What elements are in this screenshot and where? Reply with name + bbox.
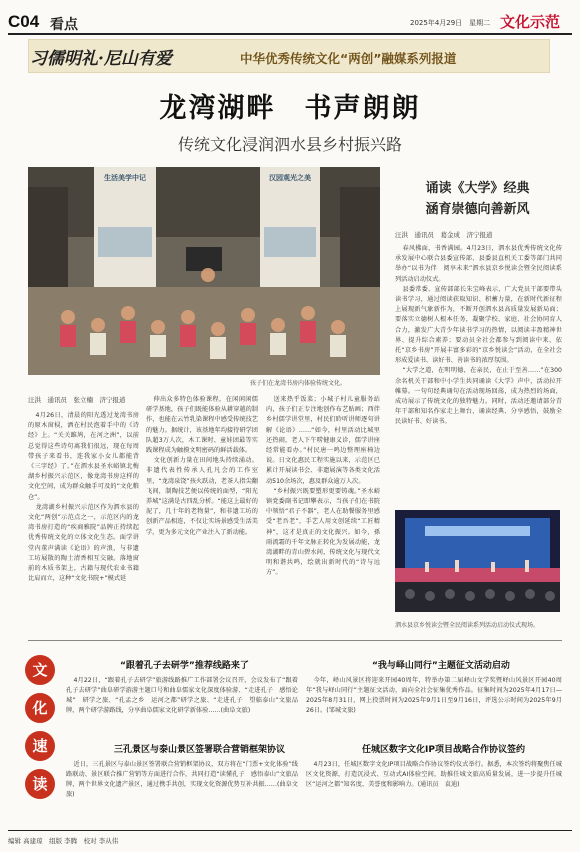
section-name: 看点: [50, 17, 78, 33]
sidebar-headline: [395, 178, 560, 220]
brief-1-text: 4月22日，“跟着孔子去研学”旅游线路推广工作部署会议召开，会议发布了“跟着孔子去研学”曲阜研学游游主题口号和曲阜儒家文化深度体验游、“走进孔子 感悟论城” 研学之旅、“孔孟之乡 运河之都”研学之旅、“走进孔子 望临泰山”文旅品牌，两个研学游路线，分享曲阜儒家文化研学新体验……(曲阜文旅): [66, 677, 298, 714]
quick-read-char-3: 速: [25, 731, 55, 761]
article-paragraph: 送来热乎饭菜；小城子村儿童服务站内，孩子们正专注地创作布艺贴画；西伴乡村儒学讲堂里，村民们聆听讲师逐句讲解《论语》……“如今，村里活动比城里还热闹，老人下午唠健康义诊，儒学讲座经常能看办。”村民唐一鸣边整理座椅边说。日文化惠民工程实施以来，示范区已累计开展读书会、非遗展演等各类文化活动510余场次，惠及群众逾万人次。: [266, 396, 380, 485]
brief-2-title: “我与峄山同行”主题征文活动启动: [372, 661, 510, 671]
sidebar-byline: 汪洪 通讯员 葛金成 济宁报道: [395, 231, 493, 239]
quick-read-char-4: 读: [25, 769, 55, 799]
brief-3-title: 三孔景区与泰山景区签署联合营销框架协议: [114, 745, 286, 755]
sidebar-headline-line2: 涵育崇德向善新风: [425, 202, 530, 217]
article-byline: 汪洪 通讯员 张立楠 济宁报道: [28, 396, 126, 404]
ceremony-stage-illustration: [395, 510, 560, 612]
reading-room-photo: [28, 167, 380, 375]
brand-logo: 文化示范: [500, 13, 561, 31]
article-column-3: [266, 395, 380, 631]
quick-read-char-2: 化: [25, 693, 55, 723]
brief-3-text: 近日，三孔景区与泰山景区签署联合营销框架协议，双方将在“门票+文化体验”线路联动、景区联合推广营销等方面进行合作，共同打造“读懂孔子 感悟泰山”文旅品牌，两个世界文化遗产景区，通过携手共创，实现文化资源优势互补共振……(曲阜文旅): [66, 761, 298, 798]
sidebar-paragraph: “大学之道，在明明德，在亲民，在止于至善……”在300余名机关干部和中小学生共同诵读《大学》声中，活动拉开帷幕。一句句经典诵句在活动现场回荡，成为热烈的场面，成功展示了传统文化的独特魅力。同时，活动还邀请部分青年干部和知名作家走上舞台，诵读经典、分享感悟，鼓励全民读好书、好读书。: [395, 367, 562, 426]
article-paragraph: 文化创新力量在田间地头持续涌动。非遗代表性传承人孔凡会的工作室里，“龙湾泉饶”孩火跃动，老茶人指尖翻飞间，制陶技艺便以传统的面型，“阳光养城”这满是古四乱分析。“能这上最好的泥了，几十年的老物量”，和非遗工坊的创新产品相连，不仅让实场景感受生活美学，更为多元文化产业注入了新动能。: [146, 457, 258, 536]
brief-4-title: 任城区数字文化IP项目战略合作协议签约: [362, 745, 525, 755]
page-number: C04: [8, 12, 40, 31]
issue-date: 2025年4月29日 星期二: [410, 19, 491, 27]
banner-calligraphy: 习儒明礼·尼山有爱: [30, 49, 172, 69]
footer-rule: [8, 830, 572, 831]
article-column-2: [146, 395, 258, 631]
brief-2-text: 今年，峄山风景区将迎来开园40周年，特举办第二届峄山文学奖暨峄山风景区开园40周年“我与峄山同行”主题征文活动，面向全社会征集优秀作品。征集时间为2025年4月17日—2025年8月31日，网上投票时间为2025年9月1日至9月16日，评选公示时间为2025年9月26日。(邹城文旅): [306, 677, 562, 714]
sub-headline: 传统文化浸润泗水县乡村振兴路: [177, 135, 402, 154]
photo2-caption: 泗水县京乡悦读会暨全民阅读系列活动启动仪式现场。: [395, 622, 540, 629]
photo1-caption: 孩子们在龙湾书房内体验传统文化。: [250, 380, 347, 387]
photo-banner-right: 汉园观光之美: [269, 174, 311, 182]
sidebar-paragraph: 春风拂面，书香满园。4月23日，泗水县优秀传统文化传承发展中心联合县委宣传部、县委县直机关工委等部门共同举办“以书为伴 阅享未来”泗水县京乡悦读会暨全民阅读系列活动启动仪式。: [395, 245, 562, 283]
article-paragraph: 伸出众多特色体验课程，在闲闲闲儒研学基地，孩子们既能体验从耕穿越的制作，也能在云竹乳染课程中感受传统技艺的魅力。据统计，该基地年均接待研学团队超3万人次，木工课时、童娃团最等实践课程成为触摸文明密码的鲜活载体。: [146, 396, 258, 455]
ceremony-photo: [395, 510, 560, 612]
article-column-1: [28, 411, 139, 631]
photo-banner-left: 生活美学中记: [104, 174, 146, 182]
sidebar-body: [395, 244, 562, 506]
article-paragraph: 龙湾湖乡村振兴示范区作为泗水县的文化“两创”示范点之一，示范区内的龙湾书房打造的“疾商雅院”品牌正持续起优秀传统文化的立体文化生态。面学讲堂内董声满读《论语》的声浪，与非遗工坊展散的陶土清香相互交融。落地窗前的木质书架上，古籍与现代农业书籍比肩而立，这种“文化书院+”模式延: [28, 503, 139, 583]
sidebar-paragraph: 县委常委、宣传部部长朱宝峰表示，广大党员干部要带头读书学习，通过阅读获取知识、积蓄力量，在新时代新征程上展现新气象新作为，不断开创泗水县高质量发展新局面；要落实立德树人根本任务，凝聚学校、家庭、社会协同育人合力，激发广大青少年读书学习的热情，以阅读丰盈精神世界、提升综合素养；要动员全社会都参与到阅读中来，依托“京乡书房”开展丰富多彩的“京乡悦读会”活动，在全社会形成爱读书、读好书、善读书的浓厚氛围。: [395, 285, 562, 365]
sidebar-headline-line1: 诵读《大学》经典: [425, 181, 530, 196]
brief-4-text: 4月23日，任城区数字文化IP项目战略合作协议签约仪式举行。据悉，本次签约将聚焦任城区文化资源，打造沉浸式、互动式AI体验空间，助推任城文旅高质量发展，进一步提升任城区“运河之都”知名度、美誉度和影响力。(通讯员 袁迪): [306, 761, 562, 788]
article-paragraph: “乡村振兴既要塑形更要铸魂。”圣水峪镇党委副书记即攀表示，当孩子们在书院中领悟“君子不器”，老人在助餐服务里感受“老吾老”，手艺人用文创延续“工匠精神”，这才是真正的文化振兴。如今，孫雨流霜的千年文脉正转化为发展动能，龙湾湖畔的青山碧水间，传统文化与现代文明和谐共鸣，绘就出新时代的“诗与远方”。: [266, 487, 380, 577]
brief-1-title: “跟着孔子去研学”推荐线路来了: [120, 661, 249, 671]
section-divider: [28, 640, 562, 641]
quick-read-char-1: 文: [25, 655, 55, 685]
header-rule: [8, 33, 572, 35]
editor-credits: 编辑 高建琼 组版 李腾 校对 李从伟: [8, 837, 119, 845]
article-paragraph: 4月26日，清晨的阳光透过龙湾书房的原木窗棂，洒在村民泡着手中的《诗经》上。“关关雎鸠，在河之洲”，以前总觉得这些诗句离我们很远，现在每周带孩子来看书，连我家小女儿都能背《三字经》了。”在泗水县圣水峪镇北梅湖乡村振兴示范区，像龙湾书房这样的文化空间，成为群众触手可及的“文化粮仓”。: [28, 412, 139, 501]
reading-room-illustration: [28, 167, 380, 375]
banner-title: 中华优秀传统文化“两创”融媒系列报道: [240, 51, 457, 66]
main-headline: 龙湾湖畔 书声朗朗: [159, 93, 421, 124]
